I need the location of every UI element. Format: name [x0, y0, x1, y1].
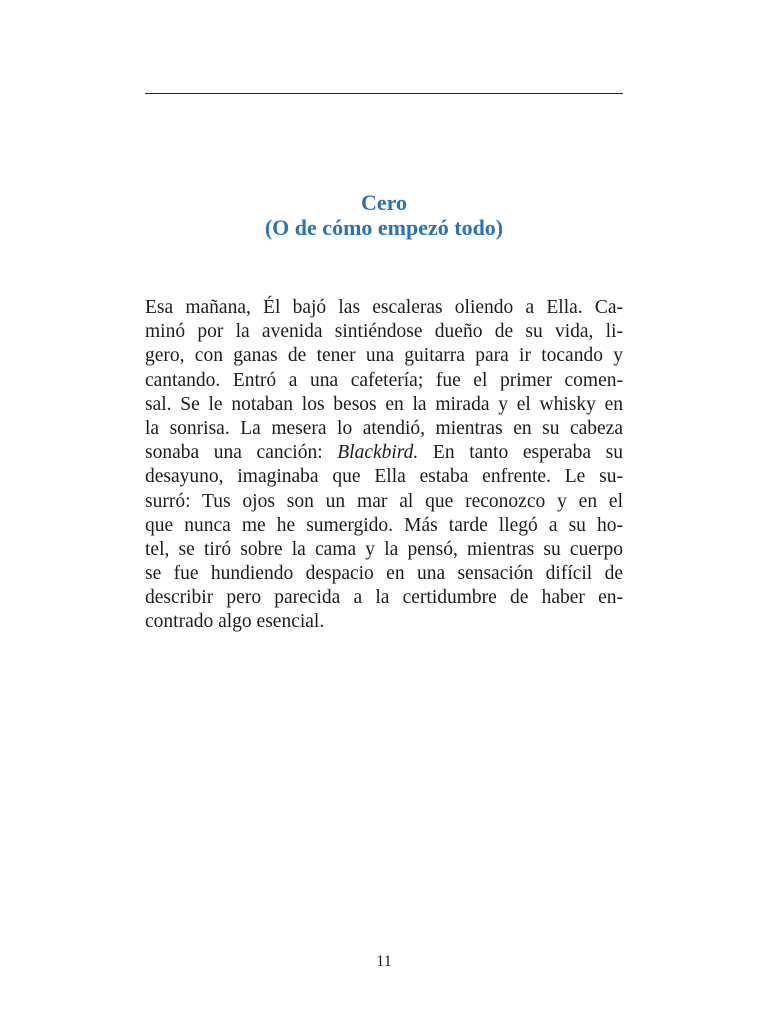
paragraph-line: sal. Se le notaban los besos en la mirada y el whisky en	[145, 393, 623, 415]
chapter-title: Cero	[360, 190, 408, 215]
body-paragraph	[145, 296, 623, 635]
paragraph-line: tel, se tiró sobre la cama y la pensó, mientras su cuerpo	[145, 538, 623, 560]
page-number: 11	[376, 953, 392, 970]
paragraph-line: gero, con ganas de tener una guitarra para ir tocando y	[145, 345, 623, 367]
paragraph-line: desayuno, imaginaba que Ella estaba enfrente. Le su-	[145, 466, 623, 488]
song-title: Blackbird.	[337, 442, 419, 464]
paragraph-line: cantando. Entró a una cafetería; fue el primer comen-	[145, 369, 623, 391]
paragraph-line: minó por la avenida sintiéndose dueño de su vida, li-	[145, 321, 623, 343]
paragraph-line: surró: Tus ojos son un mar al que reconozco y en el	[145, 490, 623, 512]
paragraph-line: contrado algo esencial.	[145, 611, 325, 633]
chapter-heading	[145, 190, 623, 240]
chapter-subtitle: (O de cómo empezó todo)	[264, 215, 504, 240]
header-rule	[145, 93, 623, 94]
paragraph-line: Esa mañana, Él bajó las escaleras oliendo a Ella. Ca-	[145, 297, 623, 318]
paragraph-line: la sonrisa. La mesera lo atendió, mientras en su cabeza	[145, 417, 623, 439]
paragraph-line: describir pero parecida a la certidumbre de haber en-	[145, 587, 623, 609]
paragraph-line: que nunca me he sumergido. Más tarde llegó a su ho-	[145, 514, 623, 536]
paragraph-line: se fue hundiendo despacio en una sensación difícil de	[145, 563, 623, 585]
paragraph-line: sonaba una canción: Blackbird. En tanto esperaba su	[145, 442, 623, 464]
